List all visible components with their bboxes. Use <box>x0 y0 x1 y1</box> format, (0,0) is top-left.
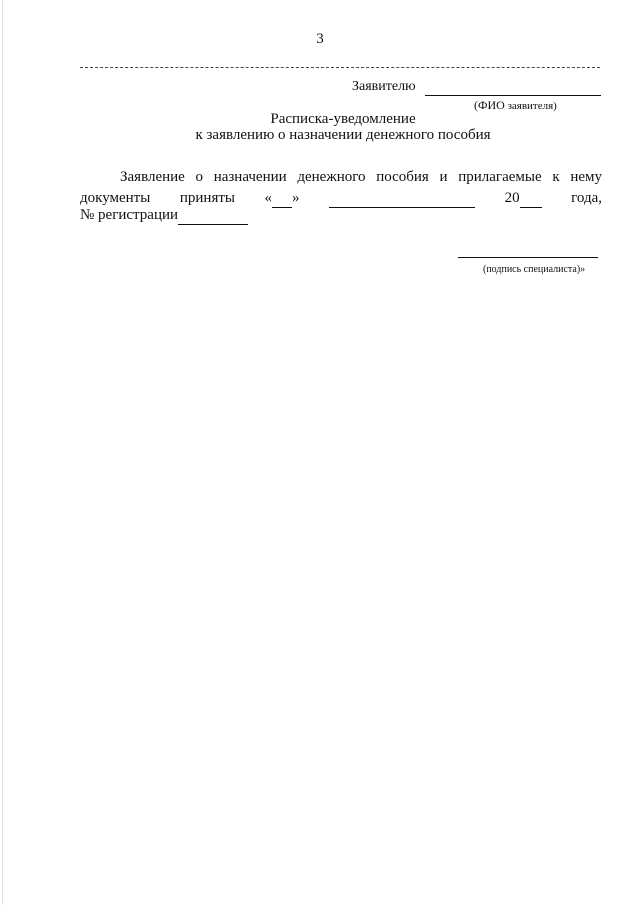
word: прилагаемые <box>458 169 542 185</box>
word: о <box>195 169 203 185</box>
day-blank[interactable] <box>272 190 292 208</box>
page-number: 3 <box>316 31 324 47</box>
body-line-1 <box>80 169 602 186</box>
quote-open: « <box>264 190 273 206</box>
word-year: года, <box>571 190 602 206</box>
addressee-line <box>352 79 601 96</box>
addressee-label: Заявителю <box>352 79 416 94</box>
word: денежного <box>297 169 366 185</box>
word-documents: документы <box>80 190 151 206</box>
word: назначении <box>213 169 287 185</box>
date-day <box>265 190 300 208</box>
body-line-3 <box>80 207 602 225</box>
word: пособия <box>376 169 429 185</box>
body-line-2 <box>80 190 602 208</box>
word-accepted: приняты <box>179 190 235 206</box>
hint-paren: ( <box>474 98 478 112</box>
hint-word: заявителя) <box>507 100 557 112</box>
hint-abbr: ФИО <box>478 98 505 112</box>
word: к <box>552 169 560 185</box>
applicant-name-blank[interactable] <box>425 79 601 96</box>
document-title: Расписка-уведомление <box>270 111 416 127</box>
year-blank[interactable] <box>520 190 542 208</box>
dashed-separator <box>80 67 600 68</box>
month-blank[interactable] <box>329 190 475 208</box>
registration-number-blank[interactable] <box>178 207 248 225</box>
registration-label: № регистрации <box>80 207 179 223</box>
specialist-signature-line[interactable] <box>458 257 598 258</box>
quote-close: » <box>292 190 300 206</box>
word: и <box>439 169 448 185</box>
signature-caption: (подпись специалиста)» <box>483 264 586 275</box>
word: нему <box>570 169 602 185</box>
date-year <box>505 190 542 208</box>
word: Заявление <box>120 169 185 185</box>
document-subtitle: к заявлению о назначении денежного пособия <box>195 127 491 143</box>
year-prefix: 20 <box>504 190 520 206</box>
